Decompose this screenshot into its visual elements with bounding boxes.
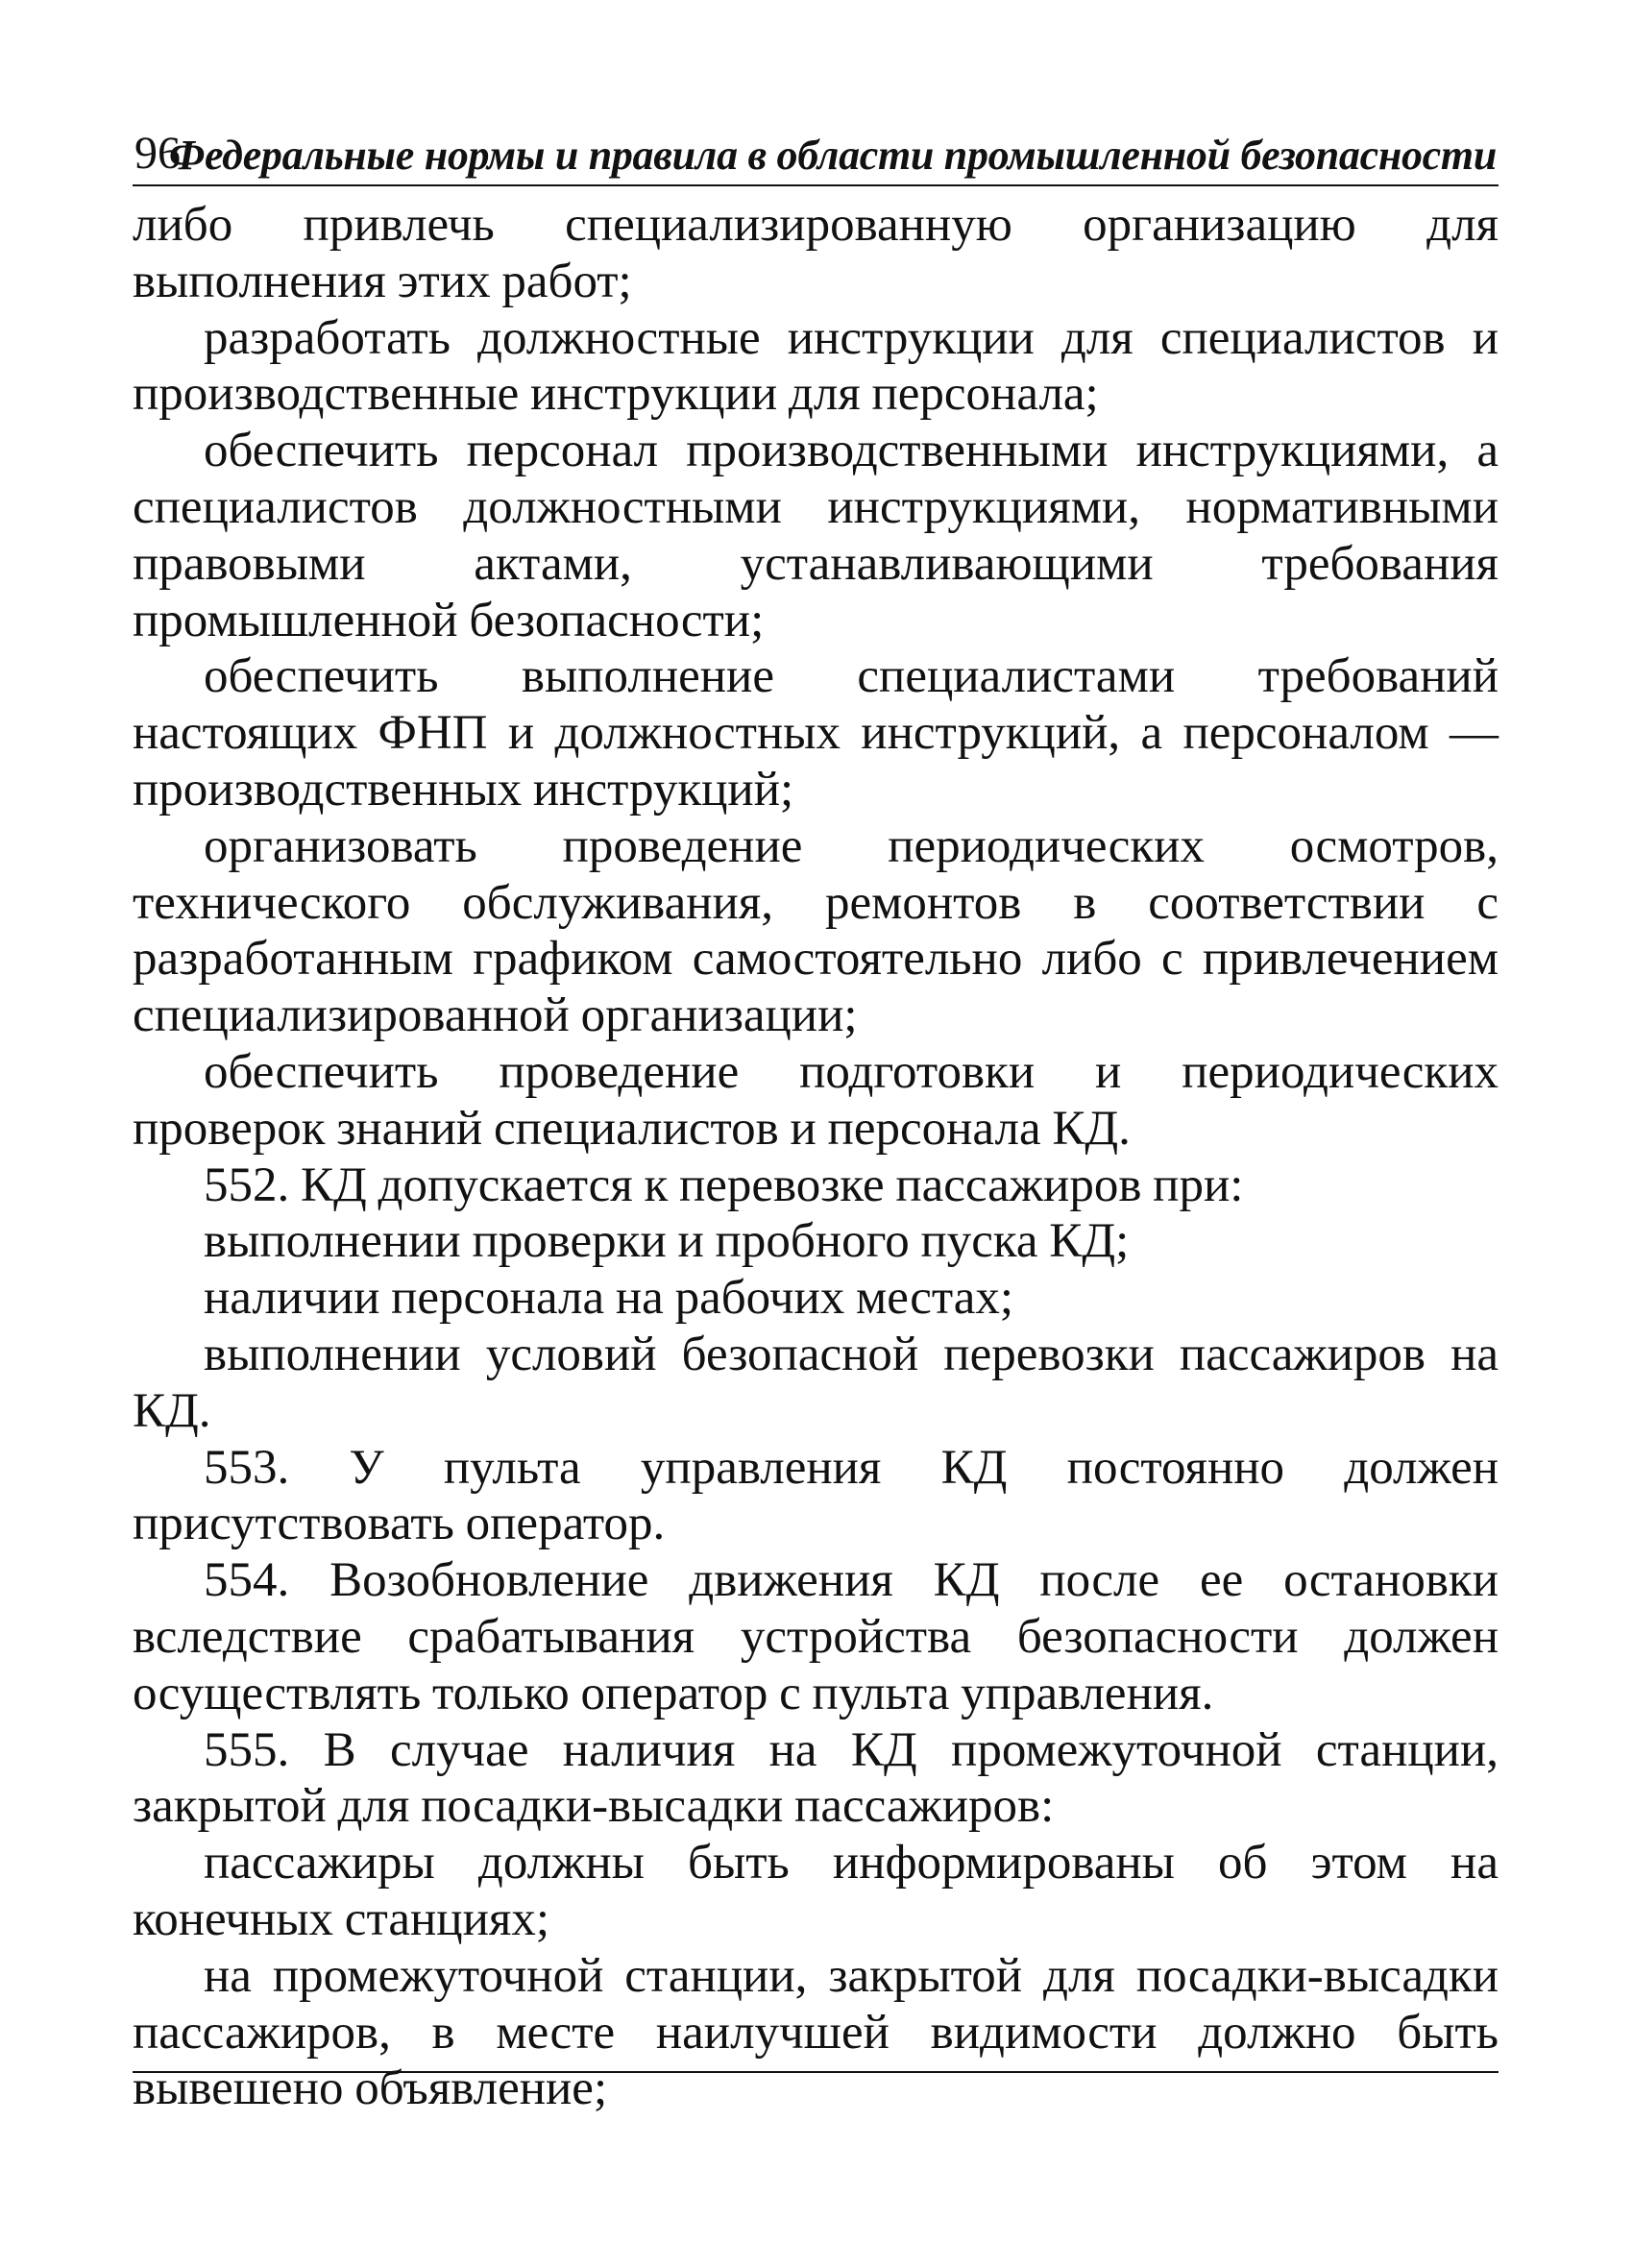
paragraph: выполнении условий безопасной перевозки пассажиров на КД. — [133, 1327, 1499, 1438]
page-header — [133, 123, 1499, 186]
paragraph: организовать проведение периодических осмотров, технического обслуживания, ремонтов в соответствии с разработанным графиком самостоятельно либо с привлечением специализированной организации; — [133, 818, 1499, 1043]
paragraph: обеспечить проведение подготовки и периодических проверок знаний специалистов и персонала КД. — [133, 1044, 1499, 1156]
body-text — [133, 197, 1499, 2117]
paragraph: обеспечить персонал производственными инструкциями, а специалистов должностными инструкциями, нормативными правовыми актами, устанавливающими требования промышленной безопасности; — [133, 424, 1499, 647]
running-title: Федеральные нормы и правила в области промышленной безопасности — [168, 132, 1497, 179]
paragraph: 554. Возобновление движения КД после ее остановки вследствие срабатывания устройства безопасности должен осуществлять только оператор с пульта управления. — [133, 1553, 1499, 1720]
paragraph: пассажиры должны быть информированы об этом на конечных станциях; — [133, 1836, 1499, 1946]
paragraph: обеспечить выполнение специалистами требований настоящих ФНП и должностных инструкций, а персоналом — производственных инструкций; — [133, 649, 1499, 817]
paragraph: либо привлечь специализированную организацию для выполнения этих работ; — [133, 198, 1499, 308]
paragraph: 555. В случае наличия на КД промежуточной станции, закрытой для посадки-высадки пассажиров: — [133, 1722, 1499, 1834]
paragraph: наличии персонала на рабочих местах; — [204, 1271, 1014, 1326]
page-number: 96 — [134, 128, 181, 179]
paragraph: на промежуточной станции, закрытой для посадки-высадки пассажиров, в месте наилучшей видимости должно быть вывешено объявление; — [133, 1948, 1499, 2116]
paragraph: выполнении проверки и пробного пуска КД; — [204, 1214, 1130, 1269]
paragraph: разработать должностные инструкции для специалистов и производственные инструкции для персонала; — [133, 310, 1499, 422]
footer-rule — [133, 2071, 1499, 2073]
paragraph: 552. КД допускается к перевозке пассажиров при: — [204, 1158, 1244, 1212]
paragraph: 553. У пульта управления КД постоянно должен присутствовать оператор. — [133, 1440, 1499, 1551]
